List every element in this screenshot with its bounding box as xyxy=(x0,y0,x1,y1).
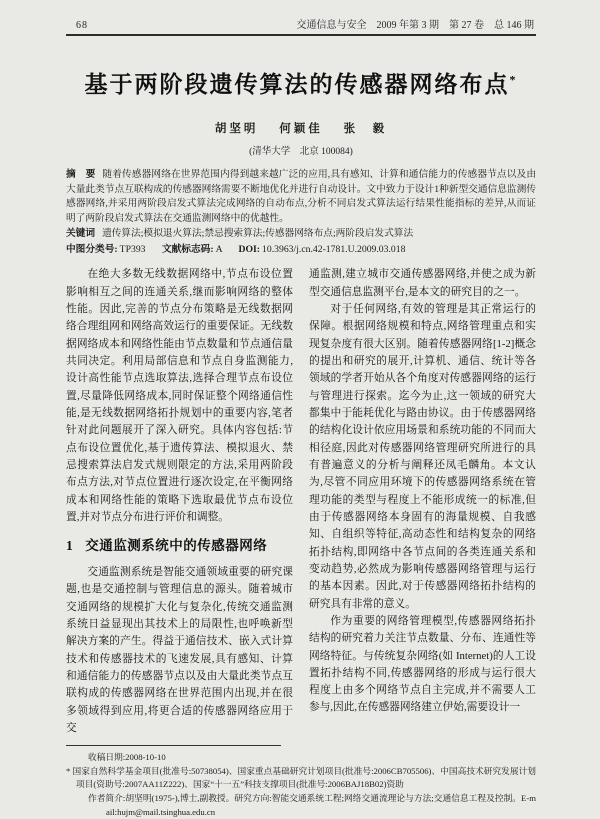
keywords-line xyxy=(66,227,536,242)
page-number: 68 xyxy=(76,20,88,31)
doc-code-label: 文献标志码: xyxy=(161,243,214,255)
abstract-section xyxy=(66,168,536,257)
paragraph: 作为重要的网络管理模型,传感器网络拓扑结构的研究着力关注节点数量、分布、连通性等网络特征。与传统复杂网络(如 Internet)的人工设置拓扑结构不同,传感器网络的形成与运行很大程度上由多个网络节点自主完成,并不需要人工参与,因此,在传感器网络建立伊始,需要设计一 xyxy=(309,614,536,714)
keywords-text: 遗传算法;模拟退火算法;禁忌搜索算法;传感器网络布点;两阶段启发式算法 xyxy=(102,228,414,240)
authors-line xyxy=(66,120,536,136)
right-column xyxy=(309,266,536,737)
doc-code-value: A xyxy=(215,243,223,255)
journal-info: 交通信息与安全 2009 年第 3 期 第 27 卷 总 146 期 xyxy=(296,20,534,31)
page-header xyxy=(66,16,536,34)
footnote-rule xyxy=(66,745,281,746)
paragraph: 通监测,建立城市交通传感器网络,并使之成为新型交通信息监测平台,是本文的研究目的之一。 xyxy=(309,268,536,298)
author-name: 张 毅 xyxy=(343,123,388,135)
section-number: 1 xyxy=(66,538,74,554)
clc-label: 中图分类号: xyxy=(66,243,118,255)
paper-title xyxy=(66,66,536,99)
title-footnote-marker: * xyxy=(509,72,518,87)
doi-label: DOI: xyxy=(238,243,261,255)
abstract-paragraph xyxy=(66,168,536,226)
classification-line xyxy=(66,243,536,258)
funding-note: * 国家自然科学基金项目(批准号:50738054)、国家重点基础研究计划项目(批准号:2006CB705506)、中国高技术研究发展计划项目(资助号:2007AA11Z222)、国家“十一五”科技支撑项目(批准号:2006BAJ18B02)资助 xyxy=(66,766,536,790)
paragraph: 对于任何网络,有效的管理是其正常运行的保障。根据网络规模和特点,网络管理重点和实现复杂度有很大区别。随着传感器网络[1-2]概念的提出和研究的展开,计算机、通信、统计等各领域的学者开始从各个角度对传感器网络的运行与管理进行探索。迄今为止,这一领域的研究大都集中于能耗优化与路由协议。由于传感器网络的结构化设计依应用场景和系统功能的不同而大相径庭,因此对传感器网络管理研究所进行的具有普遍意义的分析与阐释还凤毛麟角。本文认为,尽管不同应用环境下的传感器网络系统在管理功能的类型与程度上不能形成统一的标准,但由于传感器网络本身固有的海量规模、自我感知、自组织等特征,高动态性和结构复杂的网络拓扑结构,即网络中各节点间的各类连通关系和变动趋势,必然成为影响传感器网络管理与运行的基本因素。因此,对于传感器网络拓扑结构的研究具有非常的意义。 xyxy=(309,302,536,610)
paragraph: 交通监测系统是智能交通领域重要的研究课题,也是交通控制与管理信息的源头。随着城市交通网络的规模扩大化与复杂化,传统交通监测系统日益显现出其技术上的局限性,也呼唤新型解决方案的产生。得益于通信技术、嵌入式计算技术和传感器技术的飞速发展,具有感知、计算和通信能力的传感器节点以及由大量此类节点互联构成的传感器网络在世界范围内出现,并在很多领域得到应用,将更合适的传感器网络应用于交 xyxy=(66,566,293,735)
affiliation: (清华大学 北京 100084) xyxy=(249,147,353,157)
footnote-section xyxy=(66,751,536,818)
section-heading xyxy=(66,535,293,557)
abstract-label: 摘 要 xyxy=(66,169,96,180)
received-date: 收稿日期:2008-10-10 xyxy=(88,752,166,763)
doi-value: 10.3963/j.cn.42-1781.U.2009.03.018 xyxy=(262,243,406,255)
author-bio: 作者简介:胡坚明(1975-),博士,副教授。研究方向:智能交通系统工程;网络交通流理论与方法;交通信息工程及控制。E-mail:hujm@mail.tsinghua.edu.cn xyxy=(88,793,536,817)
left-column xyxy=(66,266,293,737)
author-name: 何颖佳 xyxy=(279,123,323,135)
section-title: 交通监测系统中的传感器网络 xyxy=(85,538,268,554)
clc-value: TP393 xyxy=(119,243,146,255)
paragraph: 在绝大多数无线数据网络中,节点布设位置影响相互之间的连通关系,继而影响网络的整体性能。因此,完善的节点分布策略是无线数据网络合理组网和网络高效运行的重要保证。无线数据网络成本和网络性能由节点数量和节点通信量共同决定。利用局部信息和节点自身监测能力,设计高性能节点选取算法,选择合理节点布设位置,尽量降低网络成本,同时保证整个网络通信性能,是无线数据网络拓扑规划中的重要内容,笔者针对此问题展开了深入研究。具体内容包括:节点布设位置优化,基于遗传算法、模拟退火、禁忌搜索算法启发式规则限定的方法,采用两阶段布点方法,对节点位置进行逐次设定,在平衡网络成本和网络性能的策略下选取最优节点布设位置,并对节点分布进行评价和调整。 xyxy=(66,268,293,523)
paper-title-text: 基于两阶段遗传算法的传感器网络布点 xyxy=(84,72,510,97)
header-rule xyxy=(66,34,536,36)
body-columns xyxy=(66,266,536,737)
keywords-label: 关键词 xyxy=(66,228,96,240)
author-name: 胡坚明 xyxy=(214,123,259,135)
abstract-text: 随着传感器网络在世界范围内得到越来越广泛的应用,具有感知、计算和通信能力的传感器节点以及由大量此类节点互联构成的传感器网络需要不断地优化并进行自动设计。文中致力于设计1种新型交通信息监测传感器网络,并采用两阶段启发式算法完成网络的自动布点,分析不同启发式算法运行结果性能指标的差异,从而证明了两阶段启发式算法在交通监测网络中的优越性。 xyxy=(66,169,537,224)
